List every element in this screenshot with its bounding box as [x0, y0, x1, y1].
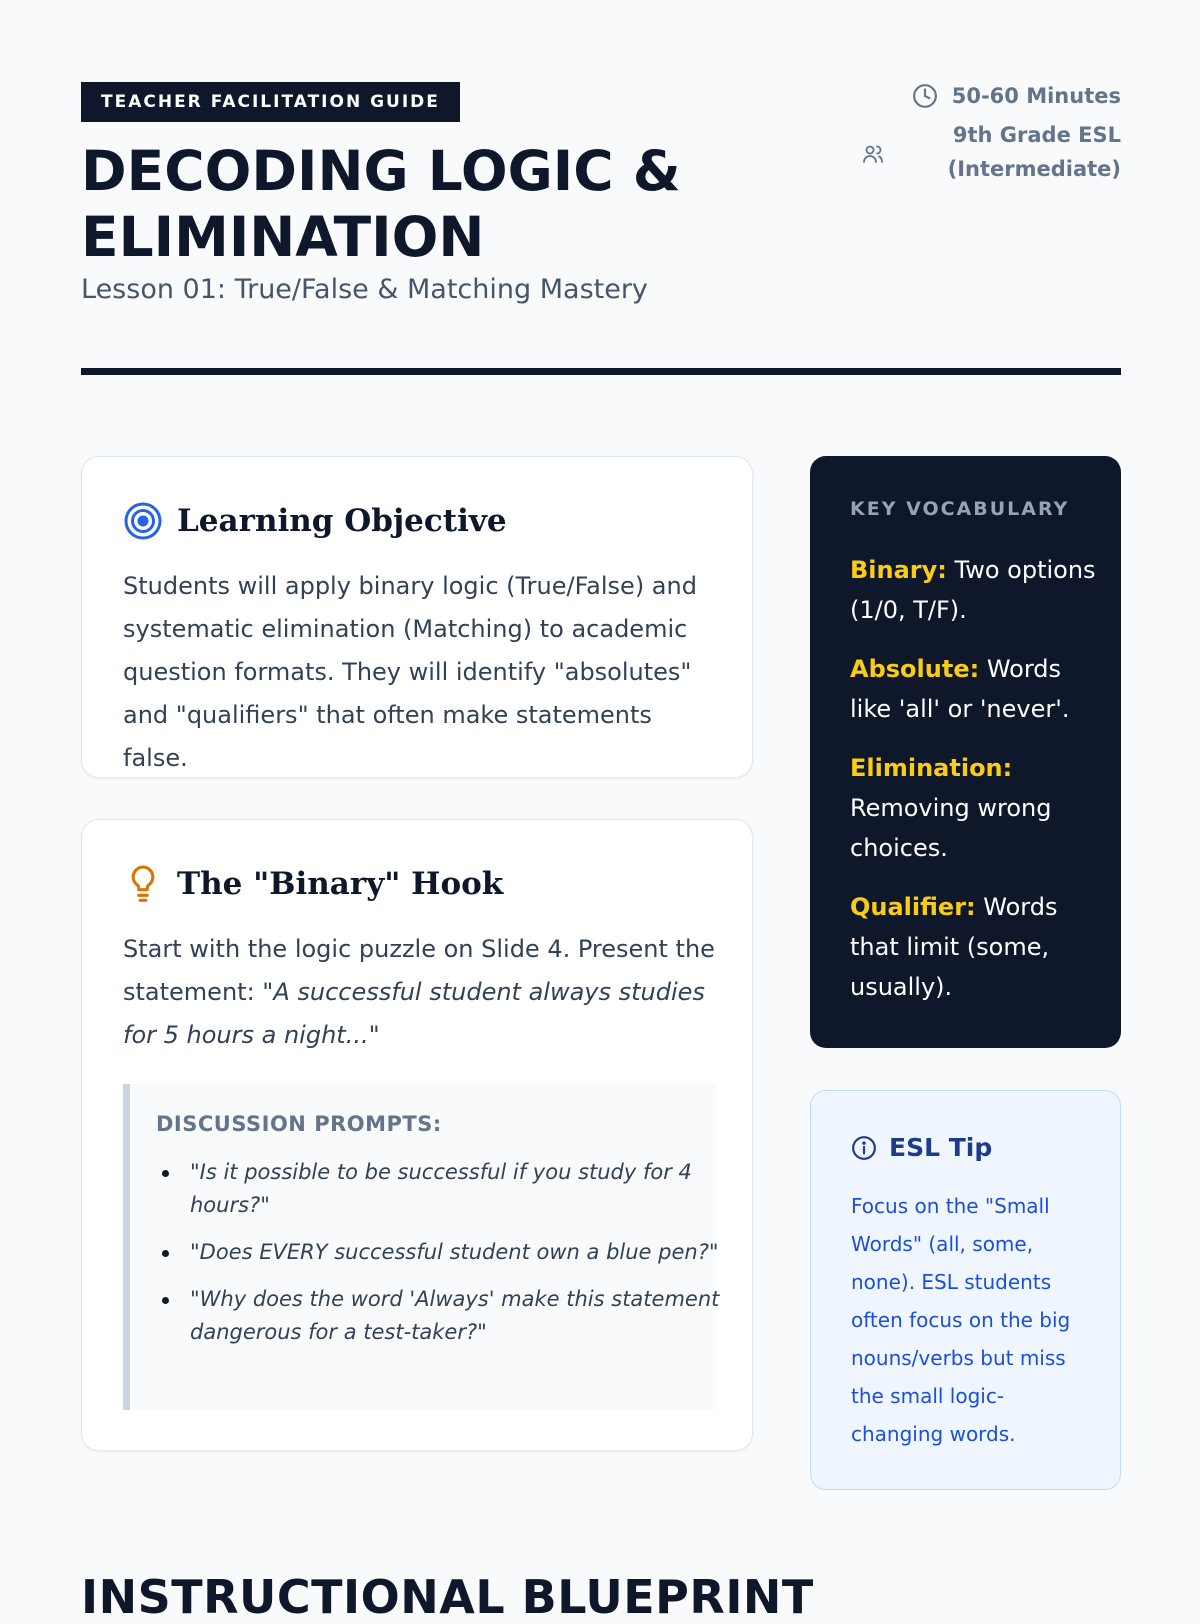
vocabulary-definition: Removing wrong choices.	[850, 794, 1052, 862]
esl-tip-panel	[810, 1090, 1121, 1490]
discussion-prompts-box	[123, 1084, 720, 1410]
page-title: DECODING LOGIC & ELIMINATION	[81, 139, 681, 269]
objective-text: Students will apply binary logic (True/False) and systematic elimination (Matching) to academic question formats. They will identify "absolutes" and "qualifiers" that often make statements false.	[123, 572, 697, 772]
vocabulary-item	[850, 748, 1100, 868]
vocabulary-definition: Words that limit (some, usually).	[850, 893, 1058, 1001]
vocabulary-item	[850, 550, 1100, 630]
objective-title: Learning Objective	[177, 503, 507, 539]
hook-heading	[123, 864, 503, 904]
duration-text: 50-60 Minutes	[951, 84, 1121, 108]
instructional-blueprint-heading: INSTRUCTIONAL BLUEPRINT	[81, 1570, 814, 1624]
prompt-item: "Is it possible to be successful if you study for 4 hours?"	[190, 1156, 730, 1222]
target-icon	[123, 501, 163, 541]
esl-tip-text: Focus on the "Small Words" (all, some, none). ESL students often focus on the big nouns/verbs but miss the small logic-changing words.	[851, 1194, 1071, 1446]
vocabulary-definition: Words like 'all' or 'never'.	[850, 655, 1070, 723]
vocabulary-definition: Two options (1/0, T/F).	[850, 556, 1096, 624]
key-vocabulary-panel	[810, 456, 1121, 1048]
objective-heading	[123, 501, 507, 541]
facilitation-guide-page	[81, 0, 1121, 1624]
prompt-item: "Why does the word 'Always' make this statement dangerous for a test-taker?"	[190, 1283, 730, 1349]
vocabulary-term: Binary:	[850, 556, 947, 584]
clock-icon	[912, 83, 938, 109]
hook-quote: "A successful student always studies for 5 hours a night..."	[123, 978, 705, 1049]
hook-intro: Start with the logic puzzle on Slide 4. Present the statement:	[123, 935, 715, 1006]
lightbulb-icon	[123, 864, 163, 904]
vocabulary-item	[850, 887, 1100, 1007]
grade-meta: 9th Grade ESL (Intermediate)	[947, 123, 1121, 181]
esl-tip-heading	[851, 1133, 992, 1162]
vocabulary-list	[850, 550, 1100, 1026]
vocabulary-term: Elimination:	[850, 754, 1013, 782]
vocabulary-term: Absolute:	[850, 655, 980, 683]
prompts-list	[156, 1156, 730, 1363]
hook-text	[123, 928, 723, 1057]
learning-objective-card	[81, 456, 753, 778]
vocabulary-title: KEY VOCABULARY	[850, 498, 1070, 520]
users-icon	[861, 142, 885, 166]
lesson-subtitle: Lesson 01: True/False & Matching Mastery	[81, 274, 648, 305]
guide-badge: TEACHER FACILITATION GUIDE	[81, 82, 460, 122]
vocabulary-term: Qualifier:	[850, 893, 976, 921]
prompt-item: "Does EVERY successful student own a blue pen?"	[190, 1236, 730, 1269]
binary-hook-card	[81, 819, 753, 1451]
vocabulary-item	[850, 649, 1100, 729]
prompts-title: DISCUSSION PROMPTS:	[156, 1112, 442, 1136]
info-icon	[851, 1135, 877, 1161]
header-divider	[81, 368, 1121, 375]
duration-meta	[912, 80, 1121, 112]
hook-title: The "Binary" Hook	[177, 866, 504, 902]
esl-tip-title: ESL Tip	[889, 1133, 993, 1162]
